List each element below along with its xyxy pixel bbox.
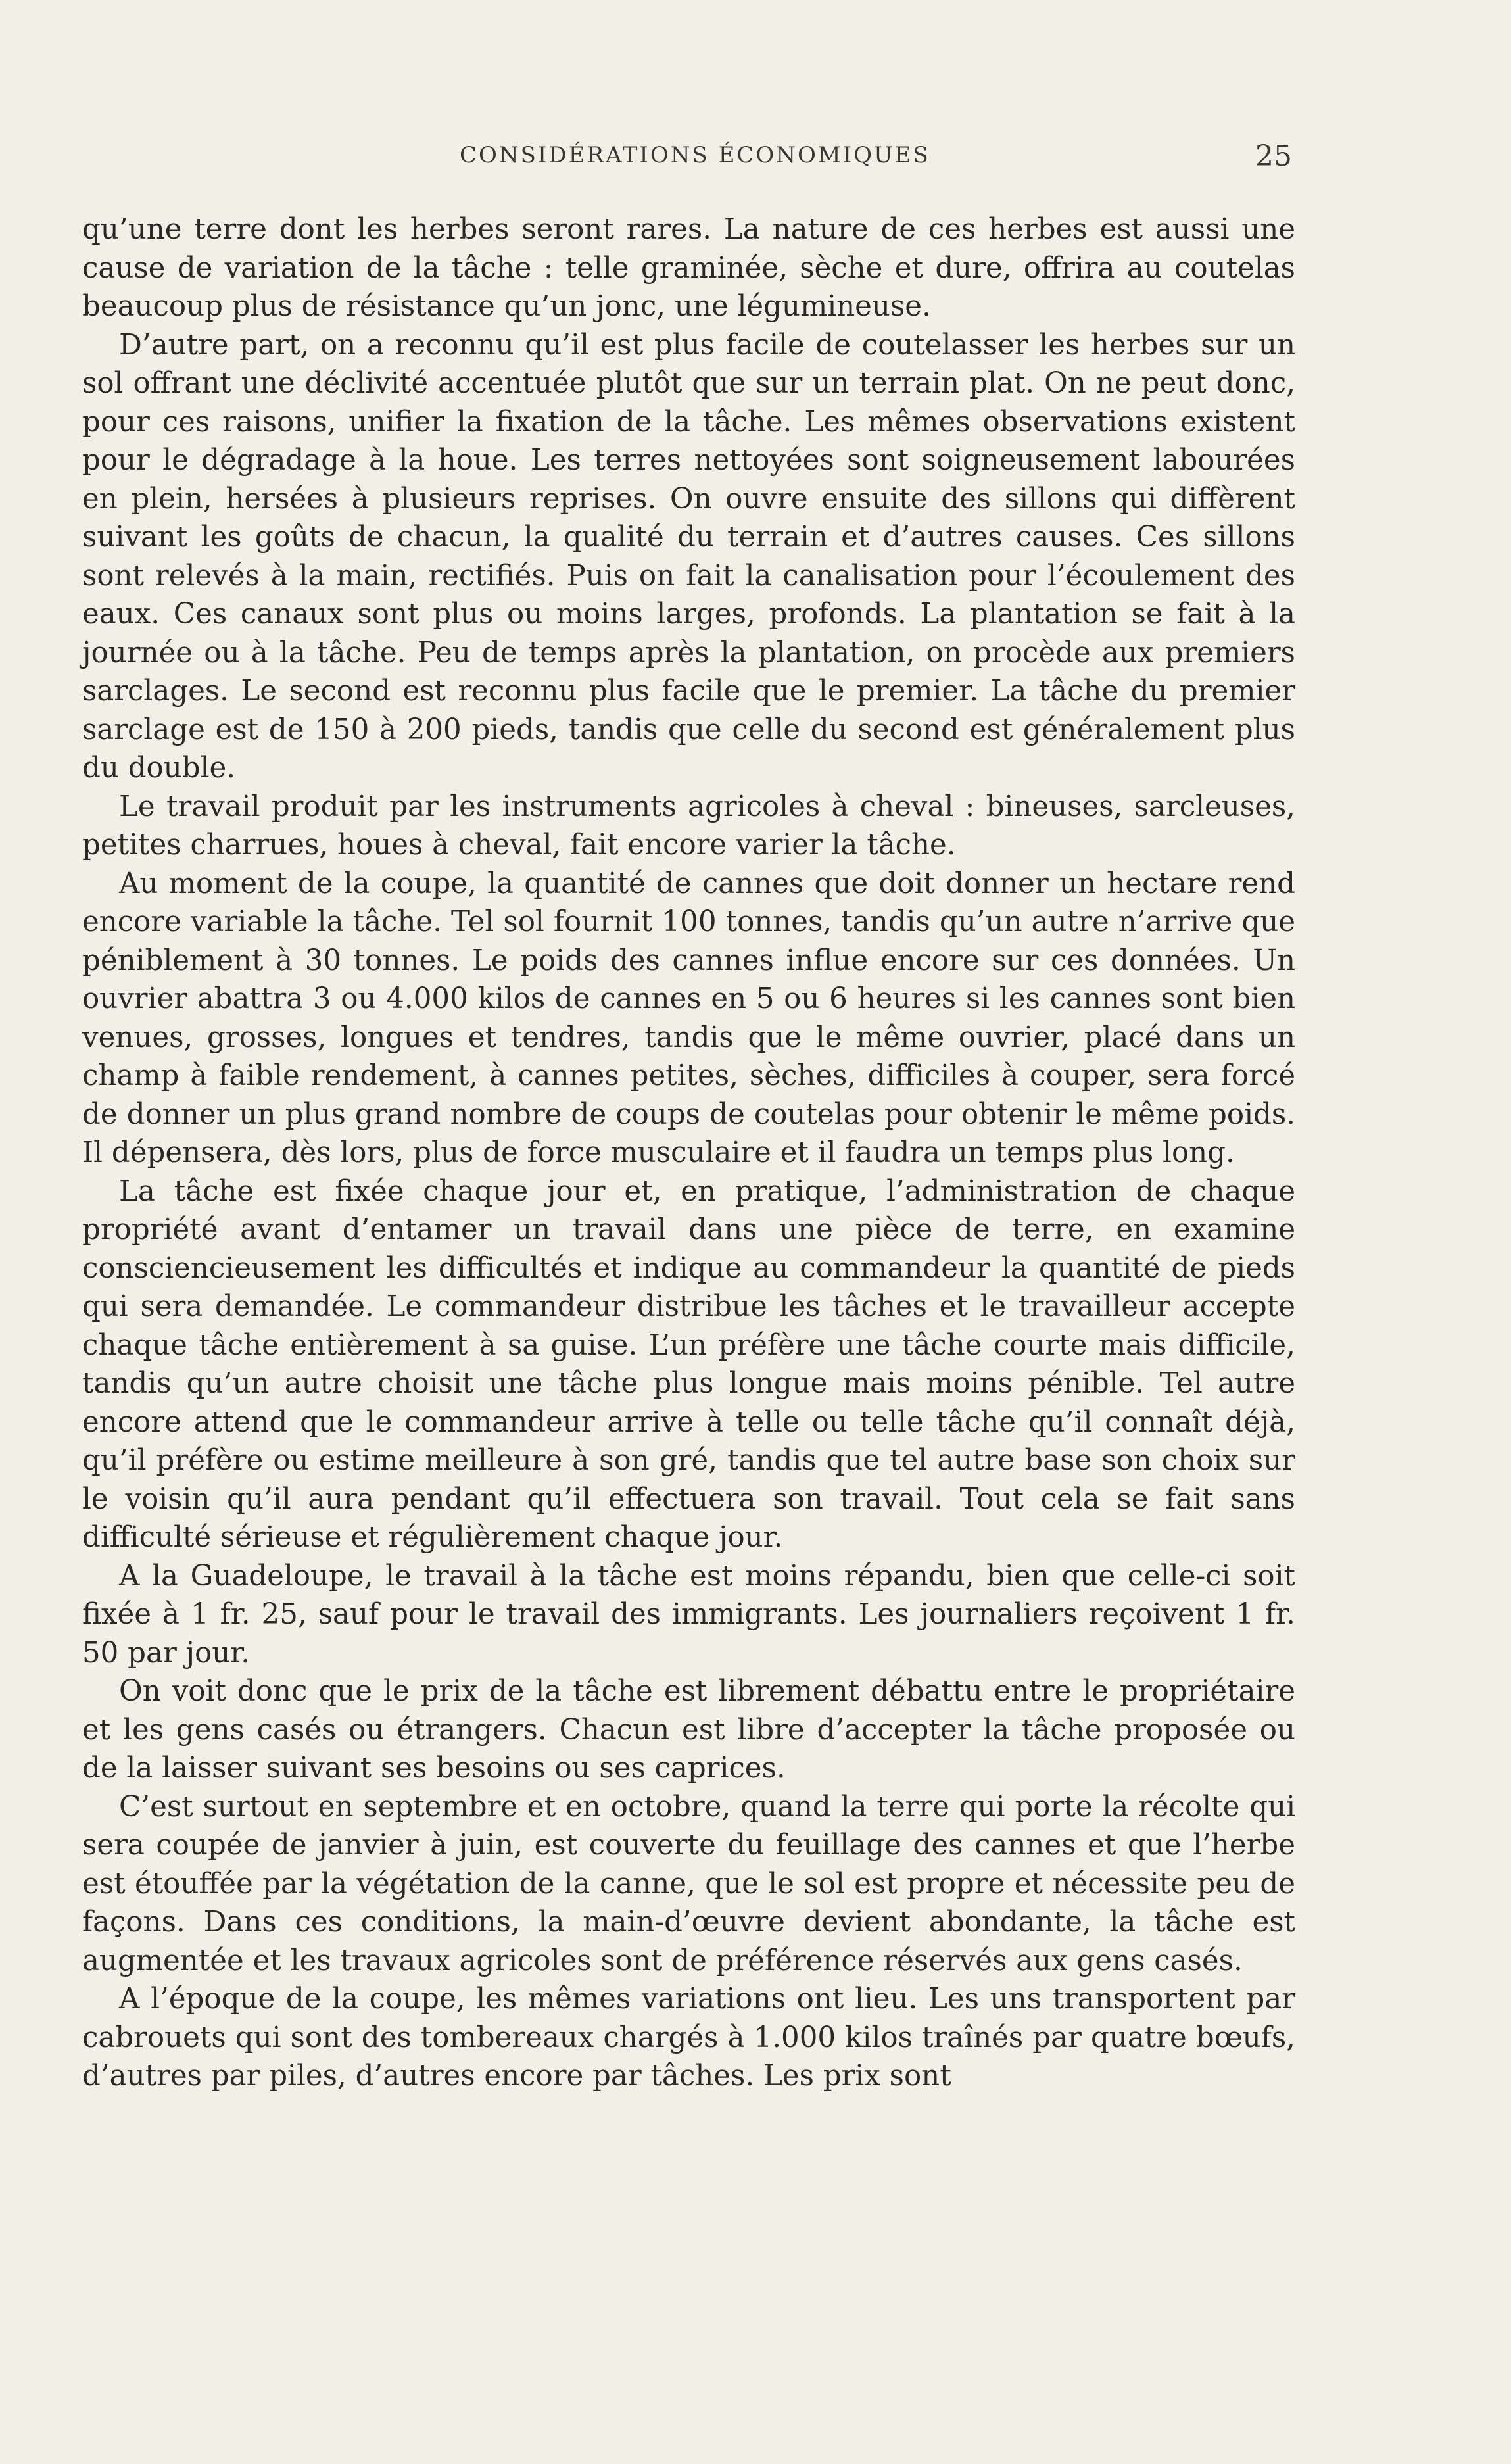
running-title: CONSIDÉRATIONS ÉCONOMIQUES — [460, 142, 930, 168]
page-number: 25 — [1255, 139, 1292, 173]
paragraph: C’est surtout en septembre et en octobre, quand la terre qui porte la récolte qui sera coupée de janvier à juin, est couverte du feuillage des cannes et que l’herbe est étouffée par la végétation de la canne, que le sol est propre et nécessite peu de façons. Dans ces conditions, la main-d’œuvre devient abondante, la tâche est augmentée et les travaux agricoles sont de préférence réservés aux gens casés. — [82, 1790, 1295, 1977]
paragraph: A la Guadeloupe, le travail à la tâche est moins répandu, bien que celle-ci soit fixée à 1 fr. 25, sauf pour le travail des immigrants. Les journaliers reçoivent 1 fr. 50 par jour. — [82, 1559, 1295, 1670]
paragraph: qu’une terre dont les herbes seront rares. La nature de ces herbes est aussi une cause de variation de la tâche : telle graminée, sèche et dure, offrira au coutelas beaucoup plus de résistance qu’un jonc, une légumineuse. — [82, 213, 1295, 323]
paragraph: On voit donc que le prix de la tâche est librement débattu entre le propriétaire et les gens casés ou étrangers. Chacun est libre d’accepter la tâche proposée ou de la laisser suivant ses besoins ou ses caprices. — [82, 1675, 1295, 1785]
paragraph: A l’époque de la coupe, les mêmes variations ont lieu. Les uns transportent par cabrouets qui sont des tombereaux chargés à 1.000 kilos traînés par quatre bœufs, d’autres par piles, d’autres encore par tâches. Les prix sont — [82, 1983, 1295, 2092]
body-text — [82, 210, 1295, 2096]
paragraph: Le travail produit par les instruments agricoles à cheval : bineuses, sarcleuses, petites charrues, houes à cheval, fait encore varier la tâche. — [82, 790, 1295, 861]
page-header — [82, 139, 1292, 179]
paragraph: D’autre part, on a reconnu qu’il est plus facile de coutelasser les herbes sur un sol offrant une déclivité accentuée plutôt que sur un terrain plat. On ne peut donc, pour ces raisons, unifier la fixation de la tâche. Les mêmes observations existent pour le dégradage à la houe. Les terres nettoyées sont soigneusement labourées en plein, hersées à plusieurs reprises. On ouvre ensuite des sillons qui diffèrent suivant les goûts de chacun, la qualité du terrain et d’autres causes. Ces sillons sont relevés à la main, rectifiés. Puis on fait la canalisation pour l’écoulement des eaux. Ces canaux sont plus ou moins larges, profonds. La plantation se fait à la journée ou à la tâche. Peu de temps après la plantation, on procède aux premiers sarclages. Le second est reconnu plus facile que le premier. La tâche du premier sarclage est de 150 à 200 pieds, tandis que celle du second est généralement plus du double. — [82, 328, 1295, 785]
paragraph: La tâche est fixée chaque jour et, en pratique, l’administration de chaque propriété avant d’entamer un travail dans une pièce de terre, en examine consciencieusement les difficultés et indique au commandeur la quantité de pieds qui sera demandée. Le commandeur distribue les tâches et le travailleur accepte chaque tâche entièrement à sa guise. L’un préfère une tâche courte mais difficile, tandis qu’un autre choisit une tâche plus longue mais moins pénible. Tel autre encore attend que le commandeur arrive à telle ou telle tâche qu’il connaît déjà, qu’il préfère ou estime meilleure à son gré, tandis que tel autre base son choix sur le voisin qu’il aura pendant qu’il effectuera son travail. Tout cela se fait sans difficulté sérieuse et régulièrement chaque jour. — [82, 1174, 1295, 1554]
paragraph: Au moment de la coupe, la quantité de cannes que doit donner un hectare rend encore variable la tâche. Tel sol fournit 100 tonnes, tandis qu’un autre n’arrive que péniblement à 30 tonnes. Le poids des cannes influe encore sur ces données. Un ouvrier abattra 3 ou 4.000 kilos de cannes en 5 ou 6 heures si les cannes sont bien venues, grosses, longues et tendres, tandis que le même ouvrier, placé dans un champ à faible rendement, à cannes petites, sèches, difficiles à couper, sera forcé de donner un plus grand nombre de coups de coutelas pour obtenir le même poids. Il dépensera, dès lors, plus de force musculaire et il faudra un temps plus long. — [82, 867, 1295, 1169]
